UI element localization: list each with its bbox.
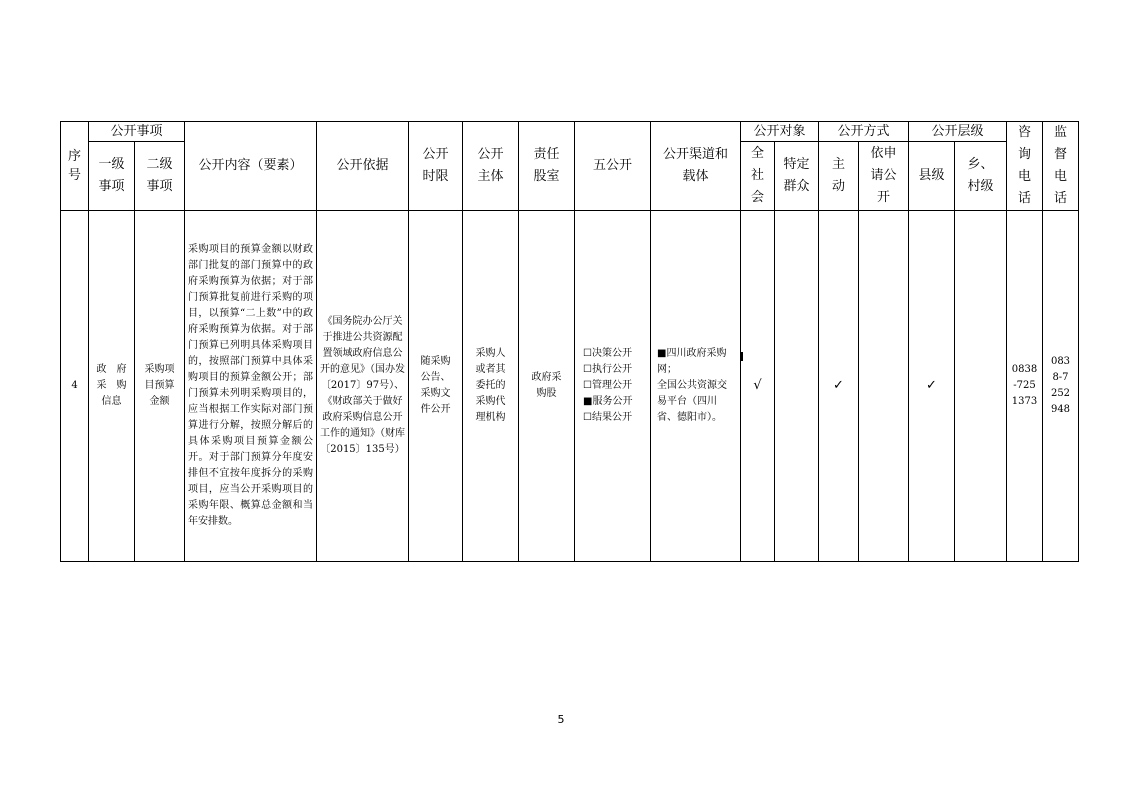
page-number: 5 [557, 713, 565, 726]
header-five-open: 五公开 [592, 158, 632, 173]
header-subject: 公开 主体 [477, 147, 504, 184]
header-level-group: 公开层级 [931, 124, 984, 140]
five-open-management: ☐管理公开 [583, 380, 632, 391]
table-row [61, 211, 1079, 562]
header-time-limit: 公开 时限 [422, 147, 449, 184]
row-level2: 采购项 目预算 金额 [144, 364, 175, 407]
row-county-check: ✓ [926, 377, 937, 393]
margin-mark [740, 352, 743, 361]
header-basis: 公开依据 [336, 158, 389, 173]
row-supervise-phone: 083 8-7 252 948 [1050, 356, 1071, 415]
header-content: 公开内容（要素） [198, 158, 303, 173]
row-time-limit: 随采购 公告、 采购文 件公开 [420, 356, 451, 415]
header-county: 县级 [918, 168, 945, 184]
header-item-group: 公开事项 [110, 124, 163, 140]
row-level1: 政 府 采 购 信息 [96, 364, 127, 407]
row-subject: 采购人 或者其 委托的 采购代 理机构 [475, 348, 506, 423]
row-content: 采购项目的预算金额以财政部门批复的部门预算中的政府采购预算为依据；对于部门预算批复前进行采购的项目，以预算“二上数”中的政府采购预算为依据。对于部门预算已列明具体采购项目的，按照部门预算中具体采购项目的预算金额公开；部门预算未列明采购项目的，应当根据工作实际对部门预算进行分解，按照分解后的具体采购项目预算金额公开。对于部门预算分年度安排但不宜按年度拆分的采购项目，应当公开采购项目的采购年限、概算总金额和当年安排数。 [188, 244, 313, 527]
row-all-society-check: √ [753, 377, 762, 393]
header-active: 主 动 [831, 157, 845, 195]
header-on-request: 依申 请公 开 [870, 146, 897, 206]
header-all-society: 全 社 会 [750, 146, 764, 206]
header-consult-phone: 咨 询 电 话 [1017, 125, 1031, 206]
header-level2: 二级 事项 [146, 157, 173, 195]
header-channel: 公开渠道和 载体 [662, 147, 728, 184]
disclosure-table [60, 121, 1079, 562]
row-seq: 4 [71, 380, 78, 391]
five-open-service: ■服务公开 [583, 396, 633, 407]
header-specific-group: 特定 群众 [783, 157, 810, 195]
row-office: 政府采 购股 [531, 372, 562, 399]
header-supervise-phone: 监 督 电 话 [1053, 125, 1067, 206]
header-target-group: 公开对象 [753, 124, 806, 140]
row-channel: ■四川政府采购网； 全国公共资源交易平台（四川省、德阳市）。 [657, 348, 727, 423]
row-basis: 《国务院办公厅关于推进公共资源配置领域政府信息公开的意见》（国办发〔2017〕97号）、《财政部关于做好政府采购信息公开工作的通知》（财库〔2015〕135号） [320, 316, 405, 455]
row-active-check: ✓ [833, 377, 844, 393]
header-method-group: 公开方式 [837, 124, 890, 140]
header-office: 责任 股室 [533, 147, 560, 184]
header-seq: 序 号 [67, 149, 81, 183]
five-open-decision: ☐决策公开 [583, 348, 632, 359]
five-open-list [575, 346, 650, 426]
five-open-execution: ☐执行公开 [583, 364, 632, 375]
row-consult-phone: 0838 -725 1373 [1011, 364, 1038, 407]
five-open-result: ☐结果公开 [583, 412, 632, 423]
header-level1: 一级 事项 [98, 157, 125, 195]
header-town-village: 乡、 村级 [967, 157, 994, 195]
